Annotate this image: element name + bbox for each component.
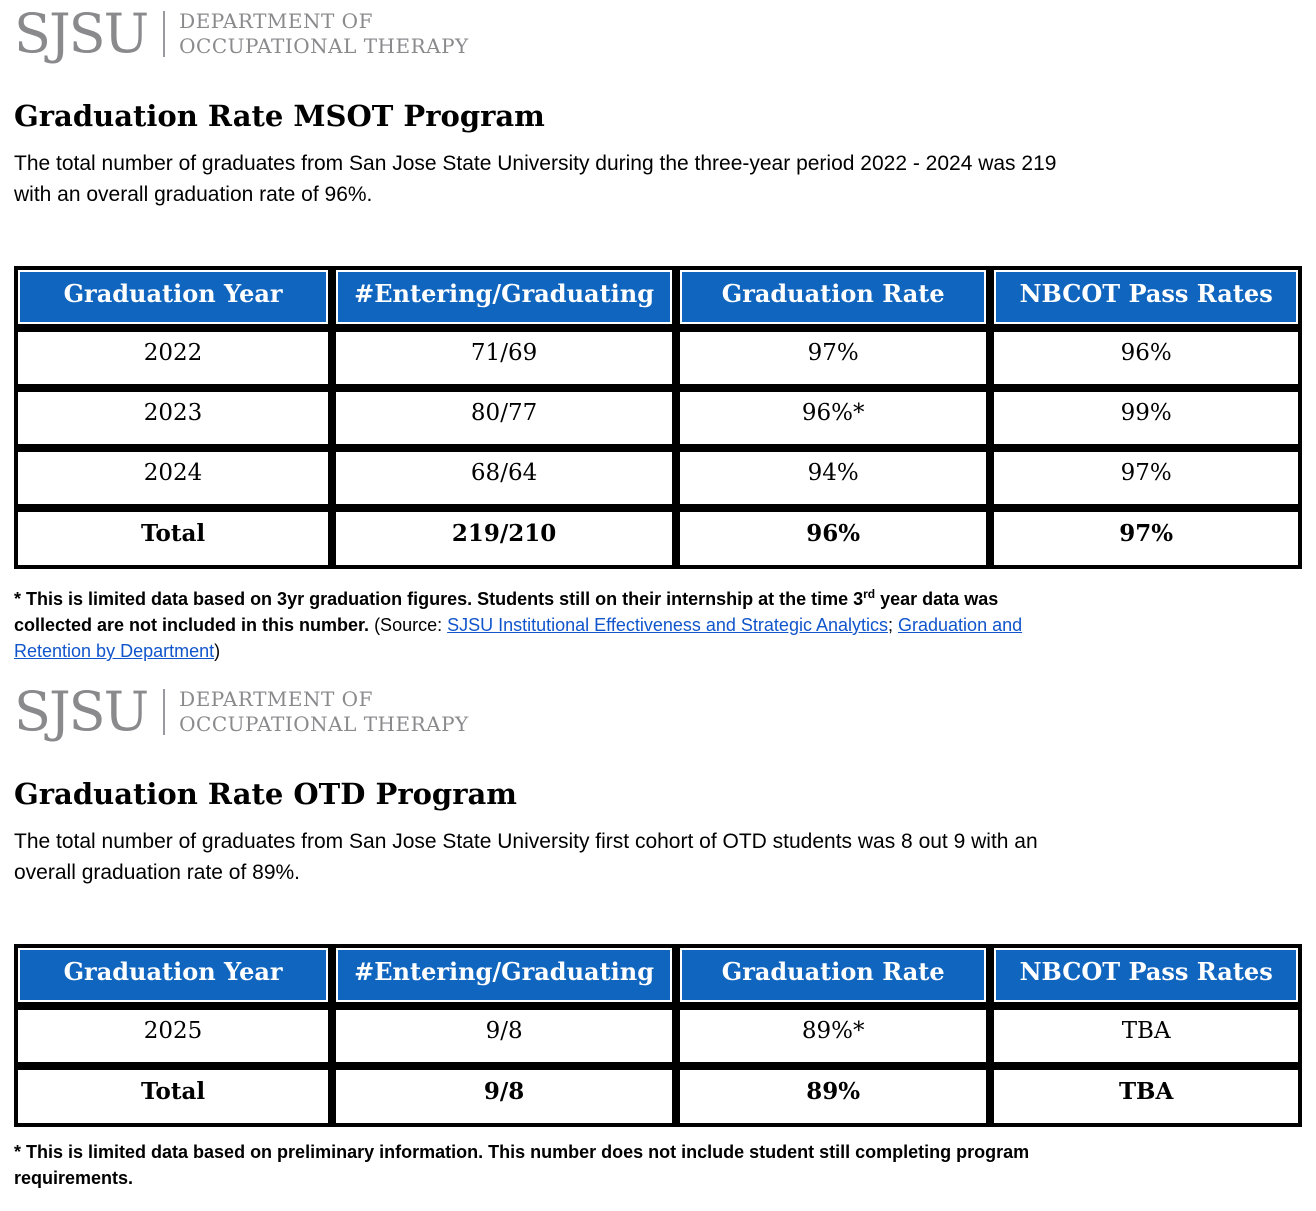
otd-footnote: * This is limited data based on preliminary information. This number does not include student still completing program requirements. [14,1142,1030,1188]
cell-entering-graduating: 80/77 [332,388,676,448]
table-total-row [14,1066,1302,1127]
msot-table-header-row [14,266,1302,328]
table-row [14,388,1302,448]
col-header-graduation-rate: Graduation Rate [676,944,990,1006]
cell-year: 2024 [14,448,332,508]
table-total-row [14,508,1302,569]
cell-year: 2022 [14,328,332,388]
otd-section-title: Graduation Rate OTD Program [14,777,517,811]
footnote-bold-text: * This is limited data based on 3yr graduation figures. Students still on their internship at the time 3 [14,589,864,609]
table-row [14,1006,1302,1066]
cell-entering-graduating: 68/64 [332,448,676,508]
msot-section-title: Graduation Rate MSOT Program [14,99,545,133]
col-header-nbcot-pass-rates: NBCOT Pass Rates [990,944,1302,1006]
table-row [14,328,1302,388]
cell-total-nbcot-pass-rate: TBA [990,1066,1302,1127]
cell-nbcot-pass-rate: TBA [990,1006,1302,1066]
table-row [14,448,1302,508]
cell-entering-graduating: 71/69 [332,328,676,388]
cell-graduation-rate: 96%* [676,388,990,448]
otd-graduation-table [14,944,1302,1127]
footnote-source-prefix: (Source: [369,615,448,635]
col-header-graduation-year: Graduation Year [14,944,332,1006]
logo-divider [163,11,165,57]
cell-year: 2023 [14,388,332,448]
cell-total-label: Total [14,508,332,569]
otd-intro-paragraph: The total number of graduates from San Jose State University first cohort of OTD students was 8 out 9 with an overall graduation rate of 89%. [14,830,1038,884]
logo-dept-line2: OCCUPATIONAL THERAPY [179,712,469,736]
cell-year: 2025 [14,1006,332,1066]
cell-total-graduation-rate: 89% [676,1066,990,1127]
msot-intro-paragraph: The total number of graduates from San Jose State University during the three-year period 2022 - 2024 was 219 with an overall graduation rate of 96%. [14,152,1057,206]
logo-department-text [179,687,469,737]
cell-graduation-rate: 97% [676,328,990,388]
cell-total-graduation-rate: 96% [676,508,990,569]
col-header-graduation-year: Graduation Year [14,266,332,328]
cell-total-nbcot-pass-rate: 97% [990,508,1302,569]
footnote-source-suffix: ) [214,641,221,661]
msot-footnote [14,581,1069,664]
sjsu-wordmark: SJSU [14,680,148,743]
logo-divider [163,689,165,735]
col-header-graduation-rate: Graduation Rate [676,266,990,328]
msot-graduation-table [14,266,1302,569]
sjsu-logo [14,2,1302,65]
link-sjsu-institutional-effectiveness[interactable]: SJSU Institutional Effectiveness and Strategic Analytics [447,615,888,635]
footnote-bold-text: year data was collected are not included in this number. [14,589,999,635]
cell-graduation-rate: 89%* [676,1006,990,1066]
logo-department-text [179,9,469,59]
col-header-entering-graduating: #Entering/Graduating [332,944,676,1006]
col-header-nbcot-pass-rates: NBCOT Pass Rates [990,266,1302,328]
cell-entering-graduating: 9/8 [332,1006,676,1066]
cell-graduation-rate: 94% [676,448,990,508]
cell-total-label: Total [14,1066,332,1127]
logo-dept-line1: DEPARTMENT OF [179,9,373,33]
sjsu-logo [14,680,1302,743]
cell-nbcot-pass-rate: 96% [990,328,1302,388]
link-graduation-retention-by-department[interactable]: Graduation and Retention by Department [14,615,1023,661]
col-header-entering-graduating: #Entering/Graduating [332,266,676,328]
sjsu-wordmark: SJSU [14,2,148,65]
cell-total-entering-graduating: 9/8 [332,1066,676,1127]
otd-table-header-row [14,944,1302,1006]
cell-total-entering-graduating: 219/210 [332,508,676,569]
superscript-rd: rd [863,587,876,601]
logo-dept-line2: OCCUPATIONAL THERAPY [179,34,469,58]
cell-nbcot-pass-rate: 97% [990,448,1302,508]
footnote-separator: ; [888,615,899,635]
logo-dept-line1: DEPARTMENT OF [179,687,373,711]
cell-nbcot-pass-rate: 99% [990,388,1302,448]
